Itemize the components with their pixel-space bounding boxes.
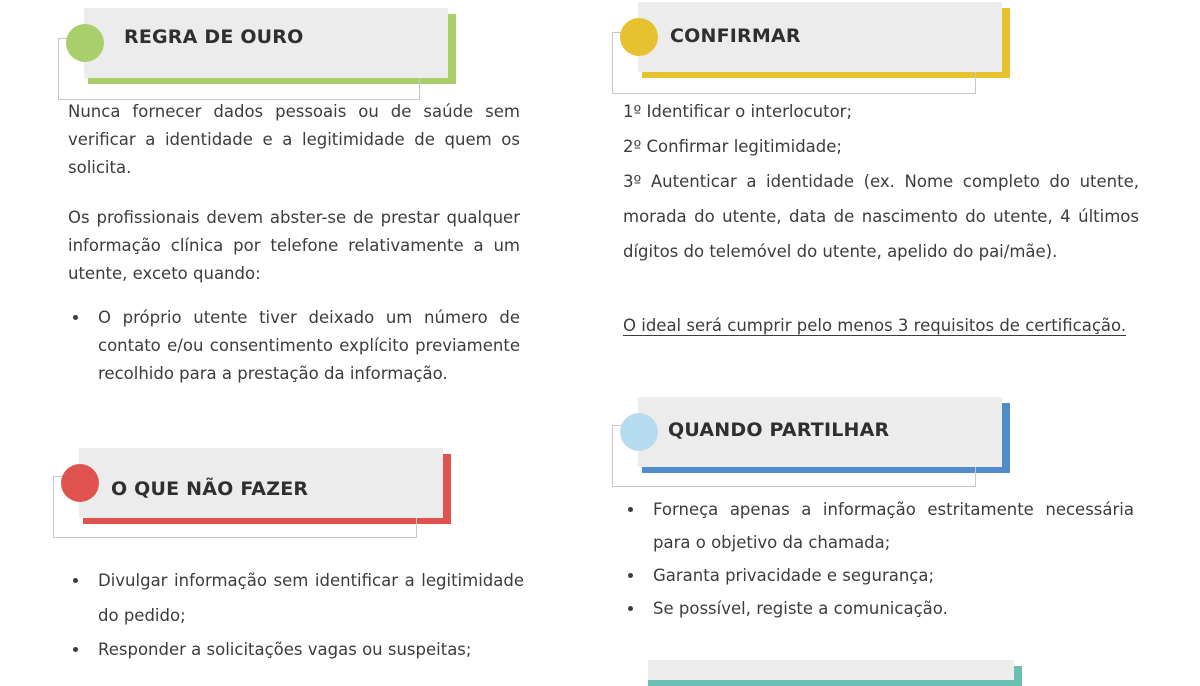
list-item: • Forneça apenas a informação estritamente necessária para o objetivo da chamada; [645,493,1134,559]
confirmar-step-1: 1º Identificar o interlocutor; [623,102,853,121]
red-circle-icon [61,464,99,502]
confirmar-header [612,0,1022,94]
o-que-nao-fazer-title: O QUE NÃO FAZER [111,478,309,500]
green-circle-icon [66,24,104,62]
ideal-underlined-text: O ideal será cumprir pelo menos 3 requisitos de certificação. [623,316,1127,335]
list-item: • Responder a solicitações vagas ou suspeitas; [90,633,524,668]
quando-partilhar-title: QUANDO PARTILHAR [668,419,890,441]
confirmar-steps [623,94,1139,269]
regra-paragraph-1: Nunca fornecer dados pessoais ou de saúde sem verificar a identidade e a legitimidade de quem os solicita. [68,102,520,177]
light-blue-circle-icon [620,413,658,451]
partilhar-bullet-list [623,493,1134,625]
list-item: • Garanta privacidade e segurança; [645,559,1134,592]
regra-paragraph-2: Os profissionais devem abster-se de prestar qualquer informação clínica por telefone relativamente a um utente, exceto quando: [68,208,520,283]
confirmar-step-3: 3º Autenticar a identidade (ex. Nome completo do utente, morada do utente, data de nascimento do utente, 4 últimos dígitos do telemóvel do utente, apelido do pai/mãe). [623,172,1139,261]
regra-bullet-list [68,304,520,388]
next-section-header-partial [640,658,1030,678]
list-item: • Divulgar informação sem identificar a legitimidade do pedido; [90,564,524,633]
regra-de-ouro-header [58,6,468,98]
regra-de-ouro-title: REGRA DE OURO [124,26,304,48]
o-que-nao-fazer-header [53,446,463,538]
list-item: • Se possível, registe a comunicação. [645,592,1134,625]
confirmar-title: CONFIRMAR [670,25,801,47]
confirmar-step-2: 2º Confirmar legitimidade; [623,137,842,156]
yellow-circle-icon [620,18,658,56]
list-item: • O próprio utente tiver deixado um número de contato e/ou consentimento explícito previamente recolhido para a prestação da informação. [90,304,520,388]
header-panel [648,660,1014,680]
quando-partilhar-header [612,395,1022,487]
confirmar-ideal-note [623,308,1139,343]
nao-fazer-bullet-list [68,564,524,668]
